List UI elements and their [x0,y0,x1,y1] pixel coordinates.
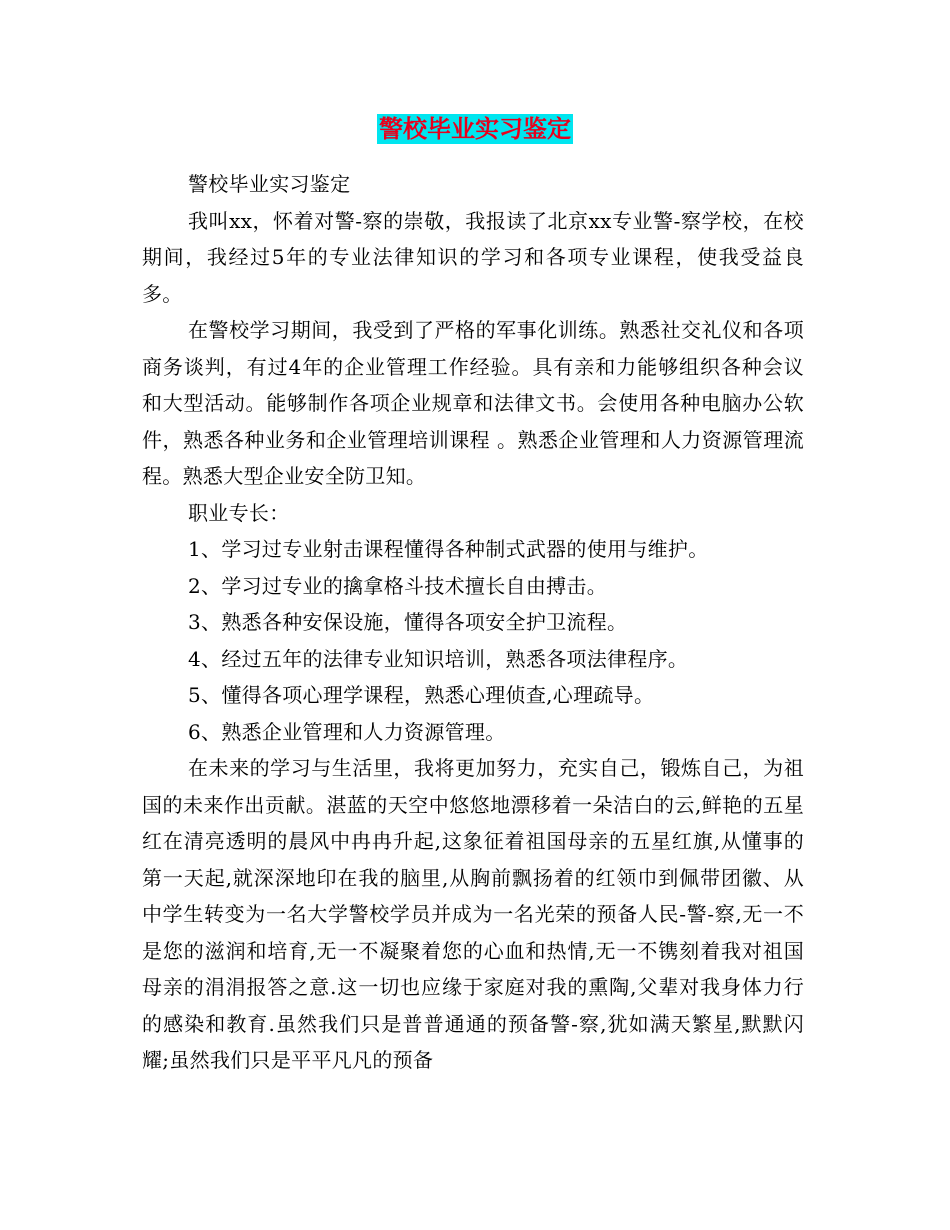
document-title: 警校毕业实习鉴定 [379,115,571,143]
subtitle: 警校毕业实习鉴定 [188,172,351,196]
specialty-item: 3、熟悉各种安保设施，懂得各项安全护卫流程。 [188,610,628,634]
paragraph-training: 在警校学习期间，我受到了严格的军事化训练。熟悉社交礼仪和各项商务谈判，有过4年的企业管理工作经验。具有亲和力能够组织各种会议和大型活动。能够制作各项企业规章和法律文书。会使用各种电脑办公软件，熟悉各种业务和企业管理培训课程 。熟悉企业管理和人力资源管理流程。熟悉大型企业安全防卫知。 [142,318,804,488]
specialty-heading: 职业专长： [188,500,290,525]
specialty-item: 6、熟悉企业管理和人力资源管理。 [188,719,506,744]
paragraph-intro: 我叫xx，怀着对警-察的崇敬，我报读了北京xx专业警-察学校，在校期间，我经过5年的专业法律知识的学习和各项专业课程，使我受益良多。 [142,208,804,306]
specialty-item: 1、学习过专业射击课程懂得各种制式武器的使用与维护。 [188,537,709,561]
specialty-item: 4、经过五年的法律专业知识培训，熟悉各项法律程序。 [188,646,689,671]
specialty-item: 5、懂得各项心理学课程，熟悉心理侦查,心理疏导。 [188,683,655,707]
paragraph-closing: 在未来的学习与生活里，我将更加努力，充实自己，锻炼自己，为祖国的未来作出贡献。湛蓝的天空中悠悠地漂移着一朵洁白的云,鲜艳的五星红在清亮透明的晨风中冉冉升起,这象征着祖国母亲的五星红旗,从懂事的第一天起,就深深地印在我的脑里,从胸前飘扬着的红领巾到佩带团徽、从中学生转变为一名大学警校学员并成为一名光荣的预备人民-警-察,无一不是您的滋润和培育,无一不凝聚着您的心血和热情,无一不镌刻着我对祖国母亲的涓涓报答之意.这一切也应缘于家庭对我的熏陶,父辈对我身体力行的感染和教育.虽然我们只是普普通通的预备警-察,犹如满天繁星,默默闪耀;虽然我们只是平平凡凡的预备 [142,756,804,1072]
document-body [142,166,804,1079]
specialty-item: 2、学习过专业的擒拿格斗技术擅长自由搏击。 [188,573,608,598]
title-container [0,114,950,144]
